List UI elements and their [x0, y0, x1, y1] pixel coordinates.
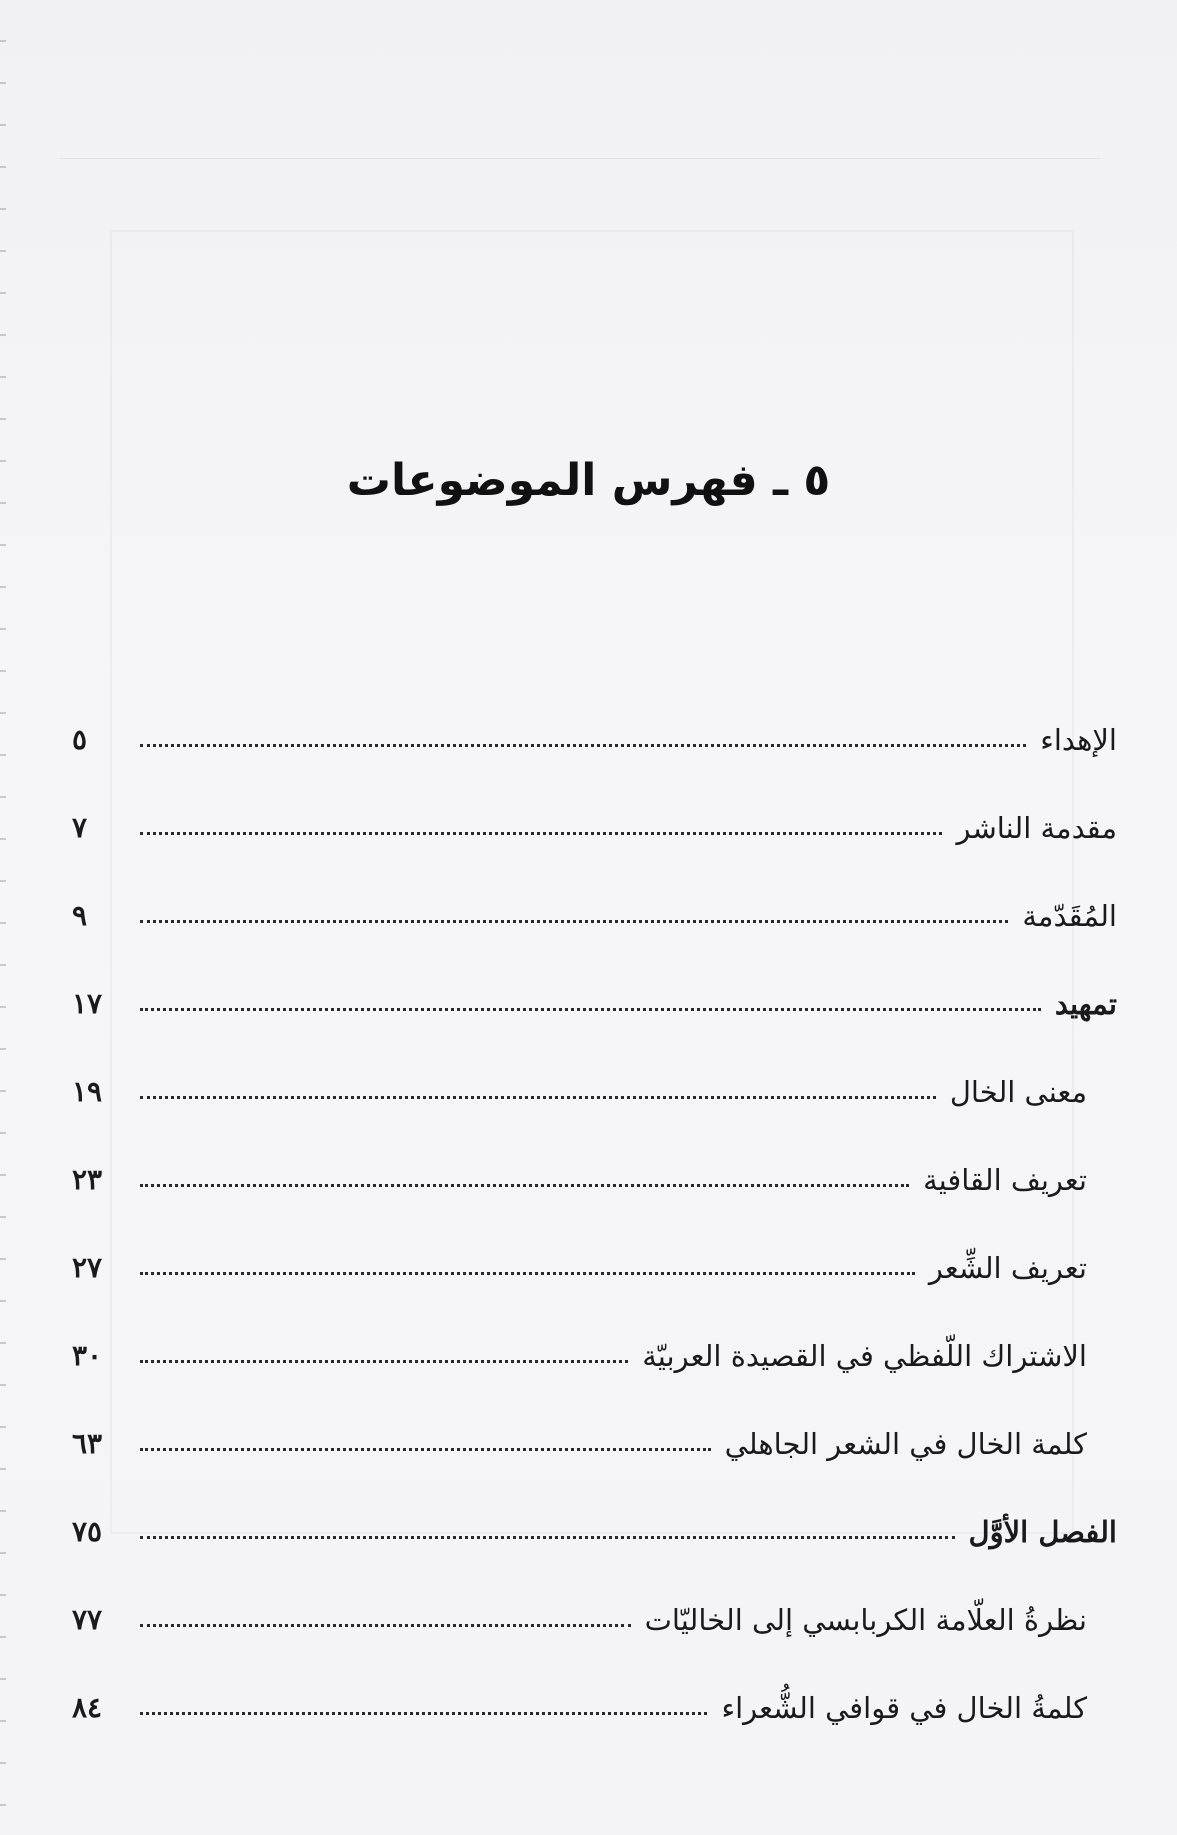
toc-page-number: ٩: [72, 899, 88, 932]
leader-dots: [140, 1360, 628, 1363]
toc-entry-label: كلمة الخال في الشعر الجاهلي: [724, 1427, 1087, 1461]
toc-page-number: ٣٠: [72, 1339, 103, 1372]
toc-row: [0, 710, 1177, 770]
leader-dots: [140, 744, 1026, 747]
leader-dots: [140, 1096, 936, 1099]
toc-row: [0, 1062, 1177, 1122]
toc-page-number: ١٧: [72, 987, 103, 1020]
toc-entry-label: كلمةُ الخال في قوافي الشُّعراء: [721, 1691, 1087, 1725]
toc-entry-label: تمهيد: [1054, 987, 1117, 1021]
toc-page-number: ٦٣: [72, 1427, 103, 1460]
leader-dots: [140, 920, 1008, 923]
toc-entry-label: نظرةُ العلّامة الكربابسي إلى الخاليّات: [644, 1603, 1087, 1637]
toc-row: [0, 886, 1177, 946]
toc-page-number: ١٩: [72, 1075, 103, 1108]
page-title: ٥ ـ فهرس الموضوعات: [346, 455, 831, 506]
show-through-header: [60, 118, 1100, 159]
toc-row: [0, 1502, 1177, 1562]
toc-row: [0, 1590, 1177, 1650]
toc-entry-label: الفصل الأوَّل: [968, 1515, 1117, 1549]
leader-dots: [140, 1624, 631, 1627]
leader-dots: [140, 832, 942, 835]
toc-entry-label: مقدمة الناشر: [956, 811, 1117, 845]
toc-page-number: ٧٥: [72, 1515, 103, 1548]
toc-entry-label: الاشتراك اللّفظي في القصيدة العربيّة: [642, 1339, 1087, 1373]
leader-dots: [140, 1712, 707, 1715]
toc-entry-label: المُقَدّمة: [1022, 899, 1117, 933]
toc-page-number: ٧: [72, 811, 88, 844]
toc-row: [0, 974, 1177, 1034]
toc-row: [0, 1414, 1177, 1474]
toc-entry-label: معنى الخال: [949, 1075, 1087, 1109]
toc-entry-label: الإهداء: [1040, 723, 1117, 757]
toc-row: [0, 1326, 1177, 1386]
leader-dots: [140, 1184, 909, 1187]
toc-page-number: ٢٧: [72, 1251, 103, 1284]
toc-row: [0, 798, 1177, 858]
toc-row: [0, 1678, 1177, 1738]
leader-dots: [140, 1008, 1041, 1011]
leader-dots: [140, 1536, 955, 1539]
toc-row: [0, 1150, 1177, 1210]
leader-dots: [140, 1448, 711, 1451]
toc-entry-label: تعريف الشِّعر: [928, 1251, 1087, 1285]
table-of-contents: [0, 710, 1177, 1810]
toc-row: [0, 1238, 1177, 1298]
toc-page-number: ٢٣: [72, 1163, 103, 1196]
toc-page-number: ٥: [72, 723, 88, 756]
toc-page-number: ٧٧: [72, 1603, 103, 1636]
leader-dots: [140, 1272, 915, 1275]
toc-entry-label: تعريف القافية: [923, 1163, 1087, 1197]
toc-page-number: ٨٤: [72, 1691, 103, 1724]
